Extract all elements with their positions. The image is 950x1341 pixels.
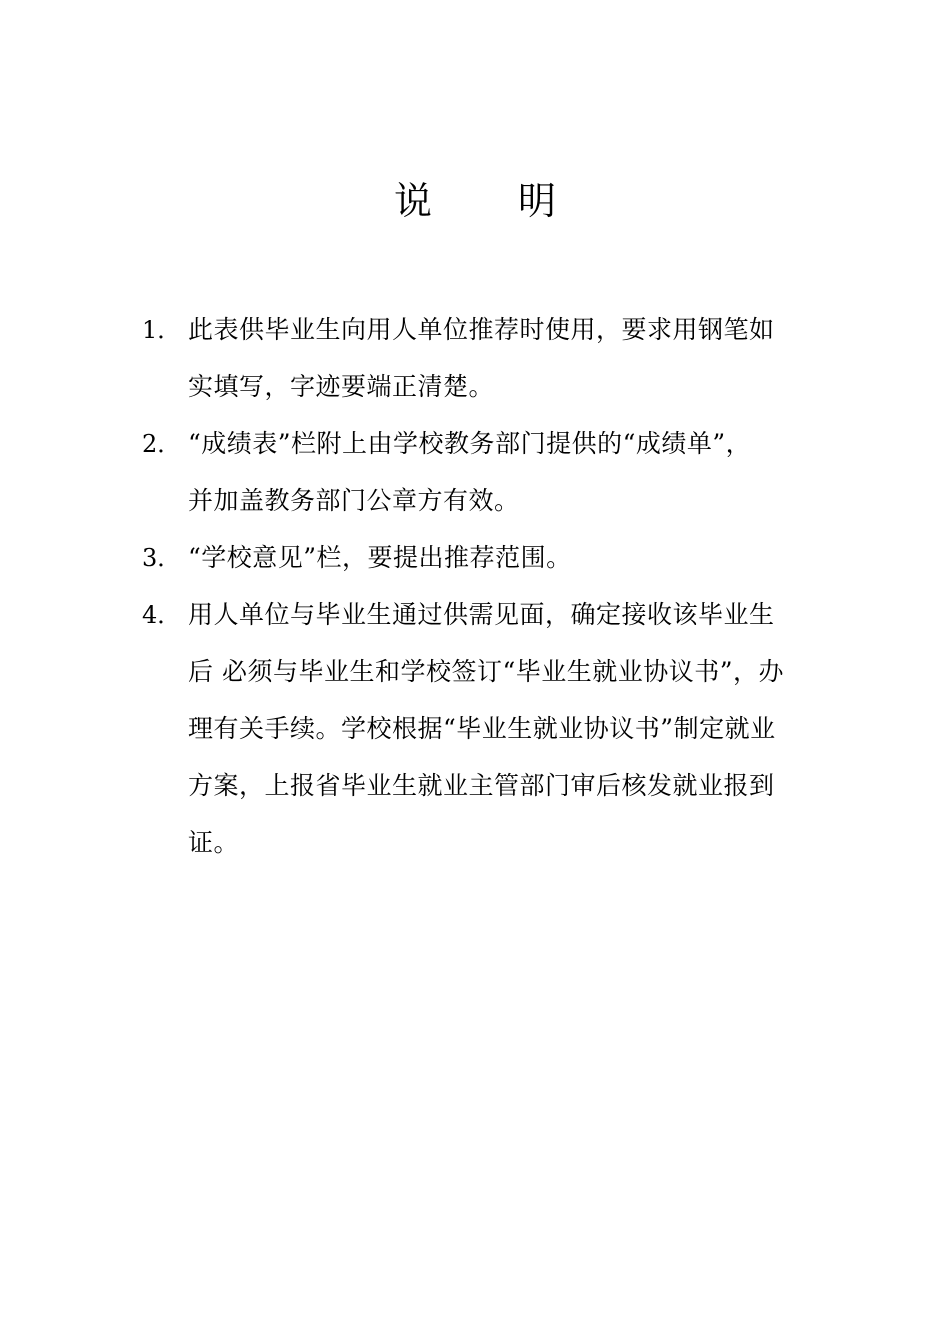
item-line: 后 必须与毕业生和学校签订“毕业生就业协议书”，办 <box>188 657 785 686</box>
item-line: 实填写，字迹要端正清楚。 <box>188 372 495 401</box>
item-line: 此表供毕业生向用人单位推荐时使用，要求用钢笔如 <box>188 315 775 344</box>
title-char-1: 说 <box>393 179 432 223</box>
item-line: 证。 <box>188 828 240 857</box>
item-line: 用人单位与毕业生通过供需见面，确定接收该毕业生 <box>188 600 775 629</box>
item-number: 1． <box>142 316 182 344</box>
item-number: 3． <box>142 544 182 572</box>
item-number: 2． <box>142 430 182 458</box>
item-line: “学校意见”栏，要提出推荐范围。 <box>188 543 572 572</box>
item-line: 理有关手续。学校根据“毕业生就业协议书”制定就业 <box>188 714 776 743</box>
item-line: 并加盖教务部门公章方有效。 <box>188 486 520 515</box>
title-char-2: 明 <box>518 179 557 223</box>
item-line: “成绩表”栏附上由学校教务部门提供的“成绩单”， <box>188 429 752 458</box>
item-number: 4． <box>142 601 182 629</box>
item-line: 方案，上报省毕业生就业主管部门审后核发就业报到 <box>188 771 775 800</box>
